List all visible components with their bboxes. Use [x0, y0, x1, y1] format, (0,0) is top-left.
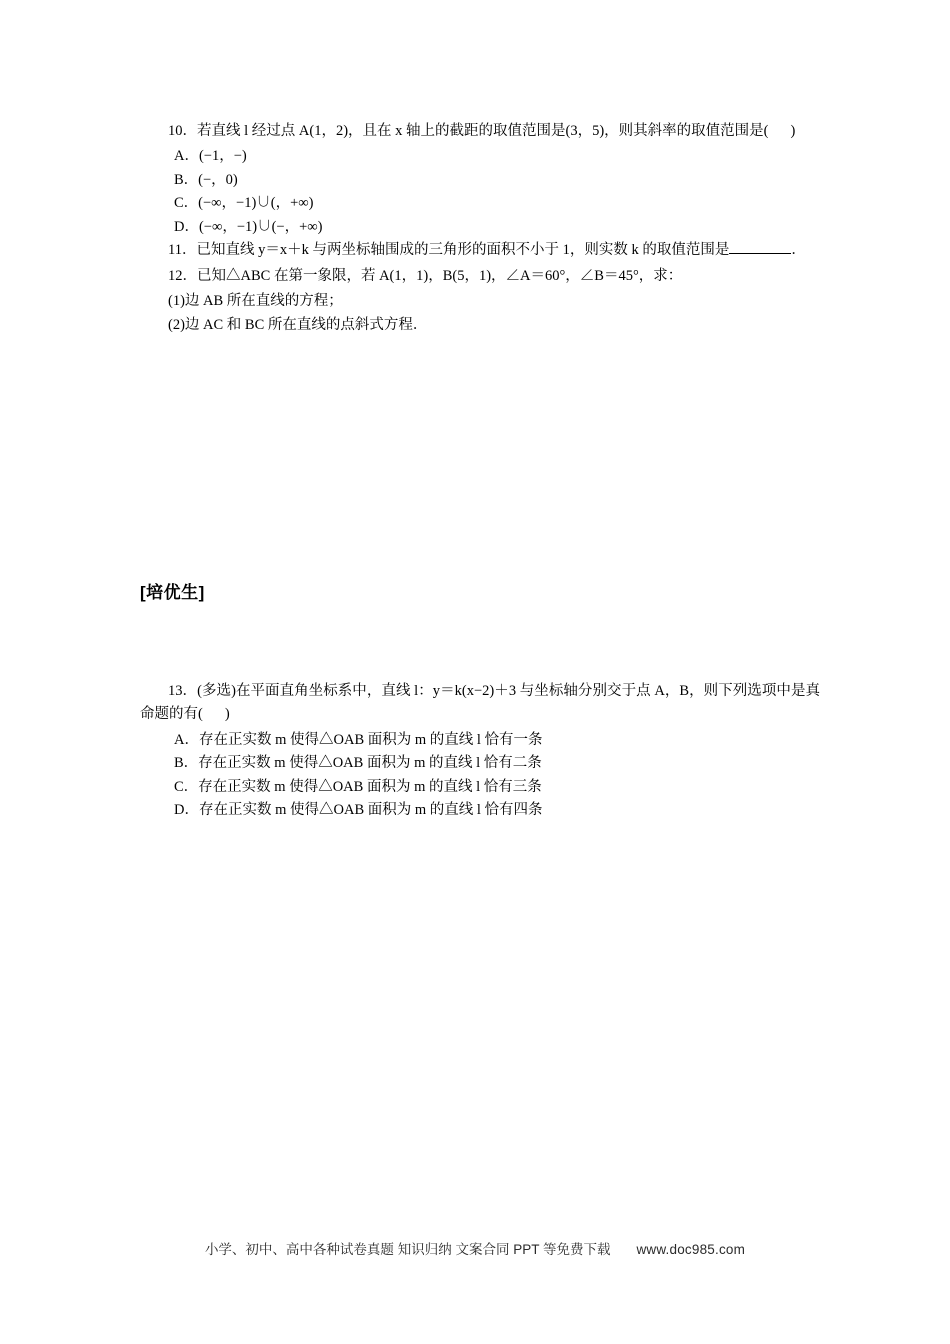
question-10-option-c: C．(−∞，−1)∪(，+∞) — [174, 195, 314, 212]
question-11-answer-blank — [729, 240, 791, 254]
question-12-subitem-1: (1)边 AB 所在直线的方程； — [168, 293, 343, 310]
question-12-subitem-2: (2)边 AC 和 BC 所在直线的点斜式方程． — [168, 316, 428, 333]
footer-site: www.doc985.com — [636, 1242, 746, 1257]
page-footer — [0, 1238, 950, 1258]
question-13-option-c: C．存在正实数 m 使得△OAB 面积为 m 的直线 l 恰有三条 — [174, 778, 542, 795]
question-13-stem — [140, 680, 820, 727]
question-13-text-tail: ) — [224, 706, 230, 723]
question-10-stem — [140, 120, 820, 143]
footer-text: 小学、初中、高中各种试卷真题 知识归纳 文案合同 PPT 等免费下载 — [204, 1242, 611, 1257]
question-11-text-tail: ． — [791, 242, 806, 259]
question-10-option-a: A．(−1，−) — [174, 148, 247, 165]
question-block-primary — [140, 120, 820, 337]
question-block-advanced — [140, 680, 820, 823]
question-10-option-d: D．(−∞，−1)∪(−，+∞) — [174, 218, 323, 235]
question-13-option-b: B．存在正实数 m 使得△OAB 面积为 m 的直线 l 恰有二条 — [174, 755, 542, 772]
question-13-text: 13．(多选)在平面直角坐标系中，直线 l：y＝k(x−2)＋3 与坐标轴分别交于点 A，B，则下列选项中是真命题的有( — [140, 683, 820, 723]
section-title-advanced: [培优生] — [140, 583, 205, 602]
question-12-stem: 12．已知△ABC 在第一象限，若 A(1，1)，B(5，1)，∠A＝60°，∠B＝45°，求： — [168, 267, 683, 284]
question-13-option-d: D．存在正实数 m 使得△OAB 面积为 m 的直线 l 恰有四条 — [174, 802, 543, 819]
question-13-option-a: A．存在正实数 m 使得△OAB 面积为 m 的直线 l 恰有一条 — [174, 731, 543, 748]
question-11-text: 11．已知直线 y＝x＋k 与两坐标轴围成的三角形的面积不小于 1，则实数 k 的取值范围是 — [168, 242, 730, 259]
question-11-stem — [140, 239, 820, 262]
question-10-text-tail: ) — [790, 123, 796, 139]
question-10-option-b: B．(−，0) — [174, 171, 238, 188]
question-10-text: 10．若直线 l 经过点 A(1，2)，且在 x 轴上的截距的取值范围是(3，5)，则其斜率的取值范围是( — [168, 123, 769, 139]
